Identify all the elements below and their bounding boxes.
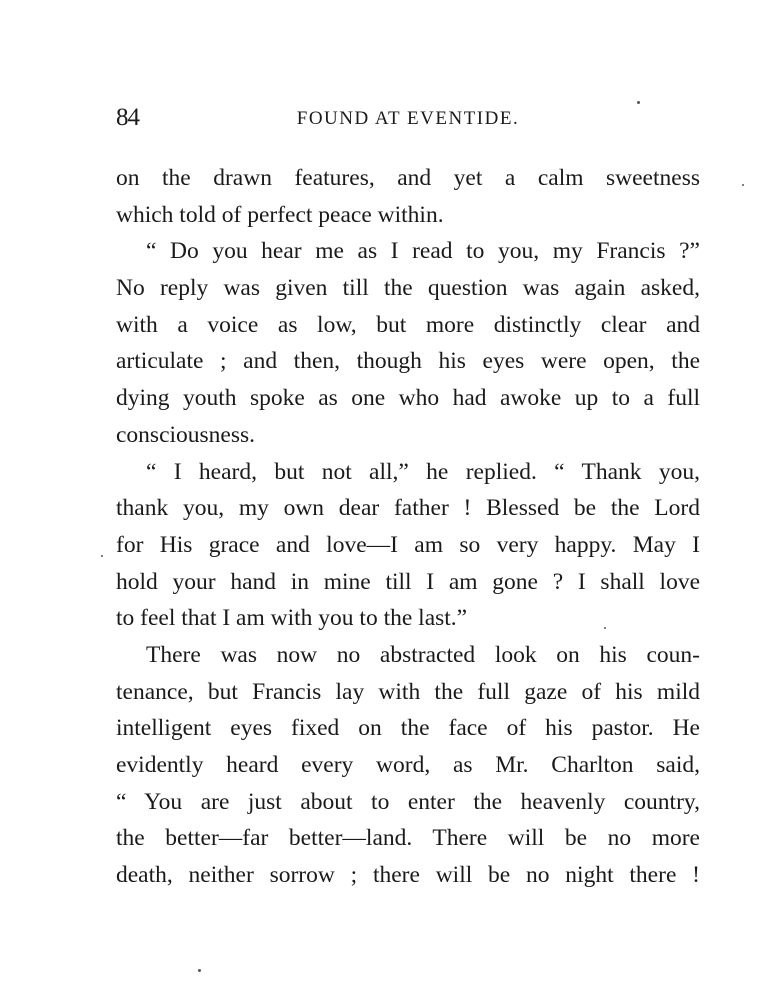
page-number: 84 [116,104,139,131]
scan-speck [198,969,201,972]
text-line: hold your hand in mine till I am gone ? I shall love [116,568,700,595]
text-line: with a voice as low, but more distinctly clear and [116,311,700,338]
running-head [116,104,700,136]
scan-speck [637,101,640,104]
text-line: for His grace and love—I am so very happy. May I [116,531,700,558]
scan-speck [101,555,103,557]
text-line: evidently heard every word, as Mr. Charlton said, [116,752,700,778]
text-line: No reply was given till the question was again asked, [116,275,700,302]
text-line: dying youth spoke as one who had awoke up to a full [116,385,700,412]
text-line: There was now no abstracted look on his coun- [146,641,700,668]
text-line: “ Do you hear me as I read to you, my Francis ?” [146,238,700,265]
text-line: on the drawn features, and yet a calm sweetness [116,165,700,191]
text-line: tenance, but Francis lay with the full gaze of his mild [116,678,700,705]
text-line: articulate ; and then, though his eyes were open, the [116,348,700,375]
scan-speck [604,627,606,629]
text-line: intelligent eyes fixed on the face of his pastor. He [116,715,700,742]
text-line: “ You are just about to enter the heavenly country, [116,788,700,815]
text-line: the better—far better—land. There will be no more [116,825,700,852]
text-line: “ I heard, but not all,” he replied. “ Thank you, [146,458,700,485]
running-title: FOUND AT EVENTIDE. [296,108,520,129]
text-line: to feel that I am with you to the last.” [116,605,468,632]
text-line: consciousness. [116,421,256,448]
text-line: death, neither sorrow ; there will be no night there ! [116,862,700,889]
scan-speck [742,184,744,186]
body-text [116,160,700,894]
text-line: thank you, my own dear father ! Blessed be the Lord [116,495,700,522]
text-line: which told of perfect peace within. [116,201,444,228]
